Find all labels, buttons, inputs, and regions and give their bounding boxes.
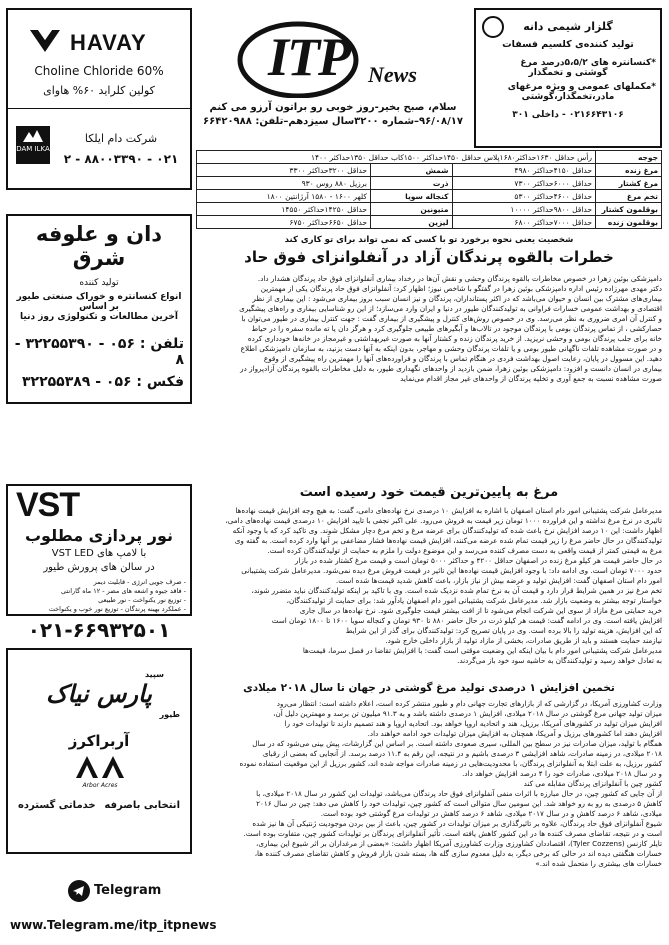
havay-brand: HAVAY [70,30,147,55]
telegram-url[interactable]: www.Telegram.me/itp_itpnews [10,918,217,932]
article-line: تاثیری در نرخ مرغ نداشته و این فراورده ۱۰۰۰ تومان زیر قیمت به فروش می‌رود. علی اکبر نجفی با تایید افزایش ۱۰ درصدی قیمت نهاده‌های دامی، [225,516,662,525]
vst-bullet-2: - فاقد جیوه و اشعه های مضر - ۱۲ ماه گارانتی [61,587,186,595]
pars-sub: طیور [159,710,180,719]
dan-title: دان و علوفه شرق [35,222,163,270]
havay-line-1: Choline Chloride 60% [34,64,164,78]
dan-fax: فکس : ۰۵۶ - ۳۲۲۵۵۳۸۹ [21,374,184,390]
golzar-bullet-1b: گوشتی و تخمگذار [528,68,608,78]
article-line: میلادی، شاهد ۶ درصد کاهش و در سال ۲۰۱۷ میلادی، شاهد ۶ درصد کاهش در تولیدات مرغ گوشتی خود بوده است. [320,809,662,818]
golzar-bullet-1: *کنسانتره های ۵،۵/۲درصد مرغ [520,58,656,68]
table-row: بوقلمون زنده حداقل ۷۰۰۰حداکثر ۶۸۰۰ لیزین حداقل ۶۶۵۰حداکثر ۶۷۵۰ [197,216,662,229]
header-issue-line: ۹۶/۰۸/۱۷–شماره ۳۲۰۰سال سیزدهم–تلفن: ۶۶۴۲۰۹۸۸ [203,116,463,127]
ad-vst [6,484,192,616]
article-line: در حال حاضر قیمت هر کیلو مرغ زنده در اصفهان حداقل ۴۲۰۰ و حداکثر ۵۰۰۰ تومان است و قیمت مرغ کشتار شده در بازار [294,556,662,565]
price-table [196,150,662,245]
ilka-logo-icon: DAM ILKA [16,126,50,164]
dan-line-3: آخرین مطالعات و تکنولوژی روز دنیا [20,312,178,322]
ad-golzar [474,8,662,148]
article-line: ۲۰۱۸ میلادی، در زمینه صادرات، شاهد افزایشی ۳ درصدی باشیم و در نتیجه، این رقم به ۱۱.۴ درصد برسد. از آنجایی که بعضی از رقبای [262,749,662,758]
article-1 [196,248,662,384]
pars-slogan-b: خدماتی گسترده [18,800,96,811]
article-line: وزارت کشاورزی آمریکا، در گزارشی که از بازارهای تجارت جهانی دام و طیور منتشر کرده است، اعلام داشته است: انتظار می‌رود [276,699,662,708]
pars-slogan-a: انتخابی باصرفه [104,800,180,811]
article-3-title: تخمین افزایش ۱ درصدی تولید مرغ گوشتی در جهان تا سال ۲۰۱۸ میلادی [243,682,615,694]
header-tagline: سلام، صبح بخیر-روز خوبی رو براتون آرزو می کنم [209,102,457,113]
article-line: مدیرعامل شرکت پشتیبانی امور دام استان اصفهان با اشاره به افزایش ۱۰ درصدی نرخ نهاده‌های دامی، گفت: به هیچ وجه افزایش قیمت نهاده‌ها [235,506,662,515]
vst-bullet-3: - توزیع نور یکنواخت - نور طبیعی [98,596,186,604]
article-line: صورت مشاهده نسبت به جمع آوری و تخلیه پرندگان از واحدهای غیر مجاز اقدام می‌نماید [400,374,662,383]
vst-line-2: در سالن های پرورش طیور [43,562,155,573]
pars-brand: پارس نیاک [46,680,152,708]
article-line: دامپزشکی بوئین زهرا در خصوص مخاطرات بالقوه پرندگان وحشی و نقش آن‌ها در رخداد بیماری آنفلوانزای فوق حاد پرندگان هشدار داد. [257,274,662,283]
article-line: حصارکشی ، از تماس پرندگان بومی با پرندگان موجود در تالاب‌ها و آبگیرهای طبیعی جلوگیری کرد و هرگز دان یا ته مانده سفره را در حیاط [251,324,662,333]
golzar-bullet-2b: مادر،تخمگذار،گوشتی [521,92,615,102]
vst-line-1: با لامپ های VST LED [51,548,147,559]
havay-line-2: کولین کلراید ۶۰% هاوای [43,84,155,97]
golzar-phone: ۰۲۱۶۶۴۳۱۰۶ - داخلی ۳۰۱ [512,110,624,120]
dan-line-2: بر اساس [79,302,119,312]
golzar-bullet-2: *مکملهای عمومی و ویژه مرغهای [507,82,656,92]
ad-dan-olufe [6,214,192,404]
article-line: است و در نتیجه، تقاضای مصرف کننده ها در این کشور کاهش یافته است. تأثیر آنفلوانزای پرندگان بر تولیدات کشور چین، متفاوت بوده است. [243,829,662,838]
havay-logo-icon [28,26,62,56]
article-line: بیماری‌های مشترک بین انسان و حیوان می‌باشد که در اکثر پستانداران، پرندگان و نیز انسان سبب بروز بیماری می‌شود : این بیماری از نظر [252,294,662,303]
article-line: خسارات هنگفتی دیده اند در حالی که برخی دیگر، به دلیل معدوم سازی گله ها، بسته شدن بازار فروش و کاهش تقاضای مصرف کننده ها، [254,849,662,858]
article-line: کشور چین با آنفلوانزای پرندگان مقابله می کند [523,779,662,788]
table-row: مرغ کشتار حداقل ۶۰۰۰حداکثر ۷۳۰۰ ذرت برزیل ۸۸۰ روس ۹۳۰ [197,177,662,190]
article-line: مرغ به قیمتی کمتر از قیمت واقعی به دست مصرف کننده می‌رسد و این موضوع دولت را ملزم به حمایت از تولیدکنندگان کرده است. [267,546,662,555]
article-line: دهید. این مسوول در پایان، رعایت اصول بهداشت فردی در هنگام تماس با پرندگان و فراورده‌های آنها را مهمترین راه پیشگیری از وقوع [263,354,662,363]
golzar-logo-icon [482,16,504,38]
article-line: حدود ۷۰۰۰ تومان است. وی ادامه داد: با وجود افزایش قیمت نهاده‌ها این تاثیر در قیمت فروش مرغ دیده نمی‌شود. مدیرعامل شرکت پشتیبانی [241,566,662,575]
article-line: خواستار توجه بیشتر به وضعیت بازار شد. مدیرعامل شرکت پشتیبانی امور دام اصفهان یادآور شد: برای حمایت از تولیدکنندگان، [286,596,662,605]
article-line: بیماری در انسان دانست و افزود: دامپزشکی بوئین زهرا، ضمن بازدید از واحدهای نگهداری طیور، به دلیل مخاطرات بالقوه پرندگان آزادپرواز در [240,364,662,373]
article-line: که این افزایش، هزینه تولید را بالا برده است. وی در پایان تصریح کرد: تولیدکنندگان برای گذر از این شرایط [345,626,662,635]
article-line: شیوع آنفلوانزای فوق حاد پرندگان، علاوه بر تاثیرگذاری بر میزان تولیدات در کشور چین، باعث از بین بردن موجودیت ژنتیکی آن ها نیز شده [252,819,662,828]
article-line: همگام با تولید، میزان صادرات نیز در سطح بین المللی، سیری صعودی داشته است. بر اساس این گزارشات، پیش بینی می‌شود که در سال [252,739,662,748]
article-line: از آن جایی که کشور چین، در حال مبارزه با اثرات منفی آنفلوانزای فوق حاد پرندگان می‌باشد، تولیدات این کشور در سال ۲۰۱۸ میلادی، با [256,789,662,798]
logo-news: News [368,62,417,87]
article-2 [196,485,662,666]
article-line: امور دام استان اصفهان گفت: افزایش تولید و عرضه بیش از نیاز بازار، باعث کاهش شدید قیمت‌ها شده است. [335,576,662,585]
article-line: کاهش ۵ درصدی به رو به رو خواهد شد. این سومین سال متوالی است که کشور چین، تولیدات خود را کاهش می دهد: چین در سال ۲۰۱۶ [256,799,662,808]
article-2-title: مرغ به پایین‌ترین قیمت خود رسیده است [299,485,559,500]
golzar-sub: تولید کننده‌ی کلسیم فسفات [502,39,634,50]
pars-arbor: آربراکرز [68,732,130,750]
article-line: به تعادل خواهد رسید و تولیدکنندگان به حاشیه سود خود باز می‌گردند. [457,656,662,665]
havay-company: شرکت دام ایلکا [84,132,158,145]
ad-havay [6,8,192,190]
vst-phone: ۰۲۱-۶۶۹۳۲۵۰۱ [27,618,171,642]
article-line: خسارات های بیشتری را متحمل شده اند.» [535,859,662,868]
article-2-body [196,506,662,666]
logo-itp: ITP [268,27,349,87]
article-line: و در سال ۲۰۱۸ میلادی، صادرات خود را ۴ درصد افزایش خواهد داد. [462,769,662,778]
article-line: کشور برزیل، به علت ابتلا به آنفلوانزای پرندگان، با محدودیت‌هایی در زمینه صادرات مواجه شده اند، کشور برزیل از این موقعیت استفاده نموده [239,759,662,768]
article-line: و در صورت مشاهده تلفات ناگهانی طیور بومی و یا تلفات پرندگان وحشی و مهاجر، بدون اینکه به آنها دست بزنید، به سازمان دامپزشکی اطلاع [240,344,662,353]
article-line: تخم مرغ نیز در همین شرایط قرار دارد و قیمت آن به نرخ تمام شده نزدیک شده است. وی با تاکید بر اینکه تولیدکنندگان نباید متضرر شوند، [251,586,662,595]
arbor-acres-logo-icon: Arbor Acres [74,756,126,786]
article-line: افزایش میزان تولید در کشورهای آمریکا، برزیل، هند و اتحادیه اروپا خواهد بود. اتحادیه اروپا و هند تصمیم دارند تا تولیدات خود را [284,719,662,728]
article-3 [196,682,662,869]
article-line: میزان تولید جهانی مرغ گوشتی در سال ۲۰۱۸ میلادی، افزایش ۱ درصدی داشته باشد و به ۹۱.۳ میلیون تن برسد و مهمترین دلیل آن، [273,709,662,718]
table-row: تخم مرغ حداقل ۴۶۰۰حداکثر ۵۳۰۰ کنجاله سویا کلهر ۱۶۰۰ - ۱۵۸۰ آرژانتین ۱۸۰۰ [197,190,662,203]
havay-phone: ۲ - ۸۸۰۰۳۳۹۰ - ۰۲۱ [63,152,179,166]
pars-small: سپید [144,670,164,679]
article-1-title: خطرات بالقوه پرندگان آزاد در آنفلوانزای فوق حاد [244,248,614,266]
article-line: افزایش یافته است. وی در ادامه گفت: قیمت هر کیلو ذرت در حال حاضر ۸۸۰ تا ۹۳۰ تومان و کنجاله سویا ۱۶۰۰ تا ۱۸۰۰ تومان است [271,616,662,625]
table-row: بوقلمون کشتار حداقل ۹۸۰۰حداکثر ۱۰۰۰۰ متیونین حداقل ۱۴۲۵۰حداکثر ۱۴۵۵۰ [197,203,662,216]
dan-phone: تلفن : ۰۵۶ - ۳۲۲۵۵۳۹۰ - ۸ [14,336,184,368]
telegram-icon [68,880,90,902]
article-line: افزایش دهند اما کشورهای برزیل و آمریکا، همچنان به افزایش میزان تولیدات خود ادامه خواهند داد. [367,729,662,738]
vst-bullet-4: - عملکرد بهینه پرندگان - توزیع نور خوب و یکنواخت [48,605,186,613]
golzar-title: گلزار شیمی دانه [523,20,613,33]
quote-note: شخصیت یعنی نحوه برخورد تو با کسی که نمی تواند برای تو کاری کند [284,235,574,245]
vst-title: نور پردازی مطلوب [24,526,174,545]
article-line: اقتصادی و بهداشت عمومی خسارات فراوانی به تولیدکنندگان طیور در دنیا و ایران وارد می‌سازد؛ از این رو شناسایی بیماری و راه‌های پیشگیری [239,304,662,313]
article-line: و کنترل آن امری ضروری به نظر می‌رسد. وی در خصوص روش‌های کنترل و پیشگیری از بیماری گفت : جهت کنترل بیماری در طیور می‌توان با [241,314,662,323]
itp-logo [228,18,438,98]
dan-line-1: انواع کنسانتره و خوراک صنعتی طیور [16,292,182,302]
article-line: نیازمند حمایت هستند و باید از طریق صادرات، بخشی از مازاد تولید از بازار داخلی خارج شود. [385,636,662,645]
table-row: مرغ زنده حداقل ۴۱۵۰حداکثر ۴۹۸۰ شمش حداقل ۳۲۰۰حداکثر ۳۳۰۰ [197,164,662,177]
ad-pars-niak [6,648,192,854]
article-3-body [196,699,662,869]
article-line: دکتر مهدی مهرزاده رئیس اداره دامپزشکی بوئین زهرا در گفتگو با شاخص نیوز؛ اظهار کرد: آنفلوانزای فوق حاد پرندگان یکی از مهمترین [260,284,662,293]
article-line: مدیرعامل شرکت پشتیبانی امور دام با بیان اینکه این وضعیت موقتی است گفت: با افزایش تقاضا در فصل سرما، قیمت‌ها [302,646,662,655]
article-line: تولیدکنندگان در حال حاضر مرغ را زیر قیمت تمام شده عرضه می‌کنند، افزایش قیمت نهاده‌ها فشار مضاعفی بر آنها وارد کرده است. به گفته وی [234,536,662,545]
dan-sub: تولید کننده [79,278,119,288]
vst-logo: VST [16,486,80,524]
article-line: خرید حمایتی مرغ مازاد از سوی این شرکت انجام می‌شود تا از افت بیشتر قیمت جلوگیری شود. نرخ نهاده‌ها در سال جاری [299,606,662,615]
vst-bullet-1: - صرف جویی انرژی - قابلیت دیمر [93,578,186,586]
table-row: جوجه رأس حداقل ۱۶۳۰حداکثر۱۶۸۰پلاس حداقل ۱۴۵۰حداکثر ۱۵۰۰کاب حداقل ۱۳۵۰حداکثر ۱۴۰۰ [197,151,662,164]
article-line: اظهار داشت: این ۱۰ درصد افزایش نرخ باعث شده که تولیدکنندگان برای عرضه مرغ و تخم مرغ دچار مشکل شوند. وی تاکید کرد که با وجود آنکه [232,526,662,535]
article-line: خانه برای جلب پرندگان بومی و وحشی نریزید. از خرید پرندگان زنده و کشتار آنها به صورت غیربهداشتی و غیرمجاز در خانه‌ها خودداری کرده [247,334,662,343]
telegram-label: Telegram [94,883,162,898]
article-1-body [196,274,662,384]
article-line: تایلر کازنس (Tyler Cozzens)، اقتصاددان کشاورزی وزارت کشاورزی آمریکا اظهار داشت: «بعضی از مرغداران بر اثر شیوع این بیماری، [256,839,662,848]
